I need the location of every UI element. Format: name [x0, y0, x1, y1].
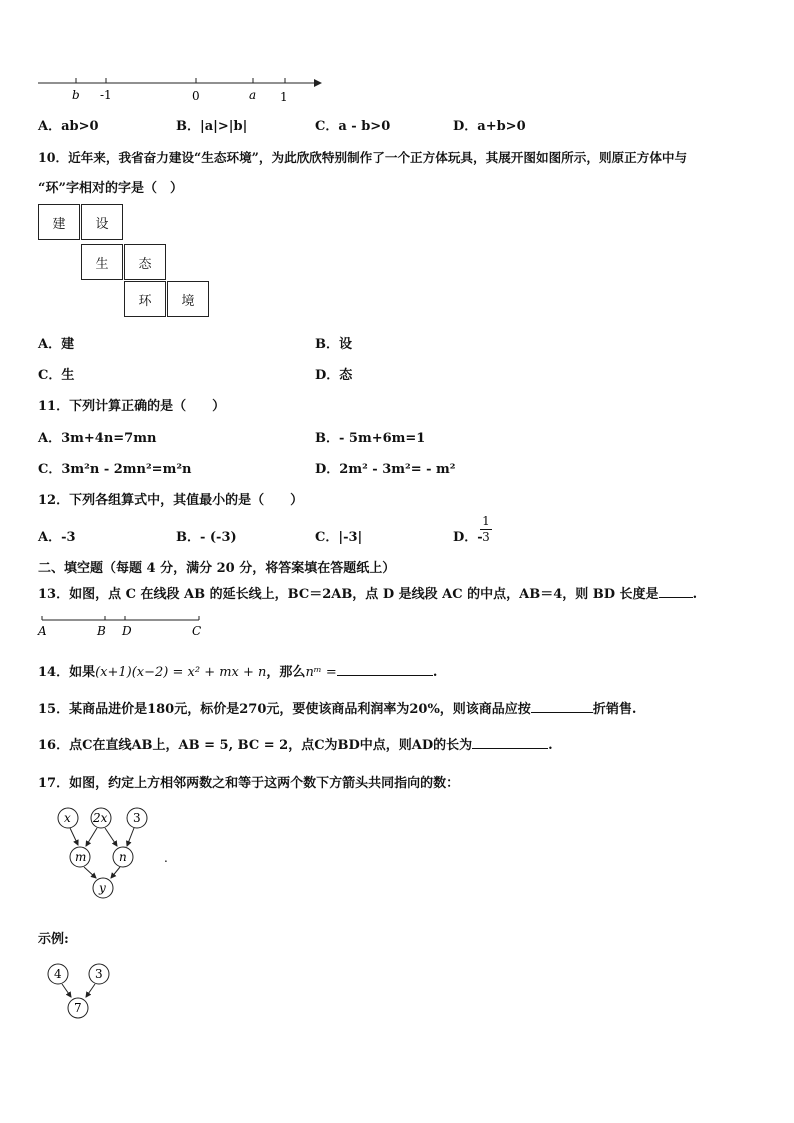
- segment-figure: [36, 614, 211, 640]
- q13-answer-blank[interactable]: [659, 597, 693, 598]
- q11-option-c: C．3m²n - 2mn²=m²n: [38, 462, 192, 477]
- q15-end: 折销售.: [592, 702, 637, 717]
- q10-option-d: D．态: [315, 368, 353, 383]
- q14-expression: (x+1)(x−2) = x² + mx + n: [95, 665, 267, 680]
- nl-label-1: 1: [280, 90, 288, 104]
- q9-option-b: B．|a|>|b|: [176, 119, 248, 134]
- q12-option-a: A．-3: [38, 530, 76, 545]
- cube-net: [38, 204, 218, 324]
- section-title: 二、填空题（每题 4 分，满分 20 分，将答案填在答题纸上）: [38, 561, 396, 576]
- q16-stem: 16．点C在直线AB上，AB = 5, BC = 2，点C为BD中点，则AD的长为: [38, 738, 473, 753]
- fraction-denominator: 3: [482, 530, 490, 544]
- example-label: 示例:: [38, 932, 69, 947]
- tree-node-x: x: [64, 811, 71, 825]
- example-node-3: 3: [95, 967, 103, 981]
- q9-option-a: A．ab>0: [38, 119, 99, 134]
- q14-prefix: 14．如果: [38, 665, 96, 680]
- q12-option-c: C．|-3|: [315, 530, 363, 545]
- net-cell-she: 设: [81, 204, 123, 240]
- number-line-figure: [30, 72, 330, 104]
- q12-option-b: B．- (-3): [176, 530, 237, 545]
- q14-ask: nᵐ =: [305, 665, 337, 680]
- q16-end: .: [548, 738, 553, 753]
- q14-mid: ，那么: [266, 665, 306, 680]
- nl-label-b: b: [72, 88, 80, 102]
- q10-text-line2: “环”字相对的字是（ ）: [38, 181, 183, 196]
- net-cell-sheng: 生: [81, 244, 123, 280]
- q11-option-d: D．2m² - 3m²= - m²: [315, 462, 456, 477]
- tree-node-m: m: [75, 850, 87, 864]
- q16-text: [38, 734, 553, 753]
- q12-text: 12．下列各组算式中，其值最小的是（ ）: [38, 493, 304, 508]
- q11-text: 11．下列计算正确的是（ ）: [38, 399, 226, 414]
- q10-option-c: C．生: [38, 368, 75, 383]
- q17-text: 17．如图，约定上方相邻两数之和等于这两个数下方箭头共同指向的数：: [38, 776, 460, 791]
- q14-text: [38, 661, 437, 680]
- seg-label-d: D: [122, 624, 132, 638]
- seg-label-a: A: [38, 624, 47, 638]
- nl-label-a: a: [249, 88, 257, 102]
- q9-option-c: C．a - b>0: [315, 119, 391, 134]
- net-cell-huan: 环: [124, 281, 166, 317]
- q16-answer-blank[interactable]: [472, 748, 548, 749]
- q14-answer-blank[interactable]: [337, 675, 433, 676]
- seg-label-b: B: [97, 624, 106, 638]
- q13-stem: 13．如图，点 C 在线段 AB 的延长线上，BC＝2AB，点 D 是线段 AC 的中点，AB＝4，则 BD 长度是: [38, 587, 659, 602]
- fraction-numerator: 1: [482, 514, 490, 528]
- q13-text: [38, 583, 697, 602]
- tree-node-2x: 2x: [93, 811, 108, 825]
- nl-label-neg1: -1: [100, 88, 112, 102]
- q14-end: .: [432, 665, 438, 680]
- q11-option-b: B．- 5m+6m=1: [315, 431, 426, 446]
- tree-node-3: 3: [133, 811, 141, 825]
- q13-end: .: [692, 587, 698, 602]
- tree-trailing-dot: .: [164, 851, 168, 865]
- q12-fraction: [480, 514, 492, 544]
- net-cell-tai: 态: [124, 244, 166, 280]
- number-tree-figure: [50, 804, 180, 904]
- q11-option-a: A．3m+4n=7mn: [38, 431, 157, 446]
- q15-answer-blank[interactable]: [531, 712, 593, 713]
- net-cell-jing: 境: [167, 281, 209, 317]
- example-tree-figure: [40, 960, 120, 1024]
- seg-label-c: C: [192, 624, 202, 638]
- q10-text-line1: 10．近年来，我省奋力建设“生态环境”，为此欣欣特别制作了一个正方体玩具，其展开图如图所示，则原正方体中与: [38, 150, 688, 165]
- q10-option-b: B．设: [315, 337, 352, 352]
- q9-option-d: D．a+b>0: [453, 119, 526, 134]
- tree-node-y: y: [99, 881, 106, 895]
- q10-option-a: A．建: [38, 337, 75, 352]
- tree-node-n: n: [119, 850, 127, 864]
- q12-option-d: D．-: [453, 530, 483, 545]
- example-node-7: 7: [74, 1001, 82, 1015]
- net-cell-jian: 建: [38, 204, 80, 240]
- q15-stem: 15．某商品进价是180元，标价是270元，要使该商品利润率为20%，则该商品应按: [38, 702, 531, 717]
- q15-text: [38, 698, 636, 717]
- nl-label-0: 0: [192, 89, 200, 103]
- example-node-4: 4: [54, 967, 62, 981]
